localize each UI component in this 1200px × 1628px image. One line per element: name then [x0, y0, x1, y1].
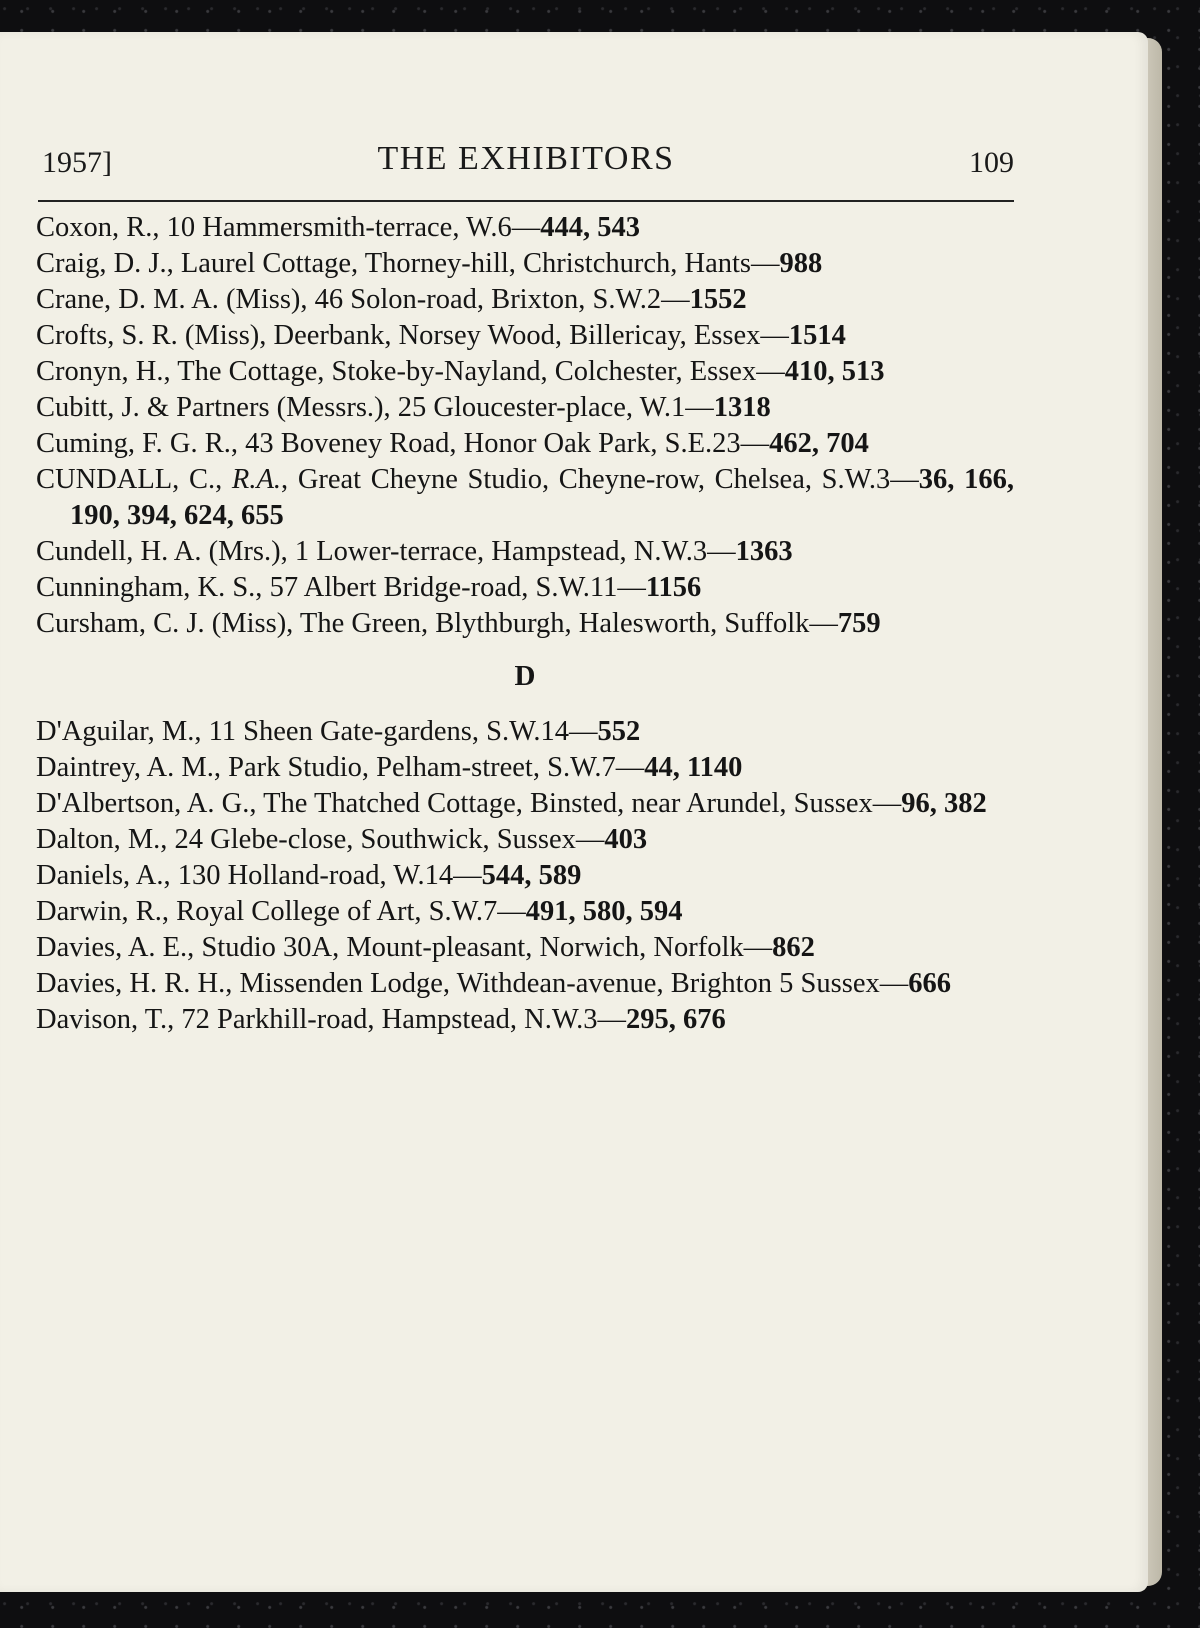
exhibitor-name: Coxon, R., — [36, 212, 167, 243]
exhibit-numbers: 759 — [837, 608, 881, 639]
exhibitor-entry — [36, 210, 1014, 246]
exhibitor-entry — [36, 966, 1014, 1002]
exhibitor-name: Cunningham, K. S., — [36, 572, 270, 603]
exhibitor-address: 10 Hammersmith-terrace, W.6— — [166, 212, 541, 243]
exhibitor-entry — [36, 822, 1014, 858]
exhibit-numbers: 410, 513 — [784, 356, 885, 387]
exhibitor-entry — [36, 570, 1014, 606]
exhibitor-address: 57 Albert Bridge-road, S.W.11— — [269, 572, 646, 603]
running-header — [38, 138, 1014, 188]
exhibitor-address: 24 Glebe-close, Southwick, Sussex— — [174, 824, 605, 855]
exhibitor-address: , Great Cheyne Studio, Cheyne-row, Chelsea, S.W.3— — [281, 464, 919, 495]
exhibitor-name: Davison, T., — [36, 1004, 182, 1035]
exhibit-numbers: 491, 580, 594 — [525, 896, 683, 927]
exhibitor-name: Cundell, H. A. (Mrs.), — [36, 536, 295, 567]
exhibit-numbers: 44, 1140 — [644, 752, 743, 783]
exhibit-numbers: 96, 382 — [901, 788, 987, 819]
exhibit-numbers: 1514 — [788, 320, 846, 351]
exhibitor-address: 130 Holland-road, W.14— — [177, 860, 482, 891]
exhibitor-name: Cronyn, H., — [36, 356, 178, 387]
exhibitor-honour: R.A. — [231, 464, 281, 495]
exhibitor-address: 72 Parkhill-road, Hampstead, N.W.3— — [181, 1004, 626, 1035]
exhibitor-name: Craig, D. J., — [36, 248, 181, 279]
exhibitor-address: 1 Lower-terrace, Hampstead, N.W.3— — [294, 536, 736, 567]
exhibitor-name: Cubitt, J. & Partners (Messrs.), — [36, 392, 398, 423]
exhibitor-address: Studio 30A, Mount-pleasant, Norwich, Norfolk— — [201, 932, 773, 963]
exhibit-numbers: 1363 — [735, 536, 793, 567]
exhibitor-entry — [36, 1002, 1014, 1038]
exhibitor-name: CUNDALL, C., — [36, 464, 232, 495]
exhibitor-entry — [36, 318, 1014, 354]
exhibitor-entry — [36, 750, 1014, 786]
exhibitor-address: The Cottage, Stoke-by-Nayland, Colchester, Essex— — [177, 356, 785, 387]
exhibit-numbers: 462, 704 — [769, 428, 869, 459]
header-page-number: 109 — [969, 146, 1014, 179]
exhibitor-entry — [36, 858, 1014, 894]
exhibitor-entry — [36, 354, 1014, 390]
exhibitor-address: 11 Sheen Gate-gardens, S.W.14— — [208, 716, 598, 747]
exhibitor-name: Cuming, F. G. R., — [36, 428, 246, 459]
exhibitor-name: D'Aguilar, M., — [36, 716, 209, 747]
exhibitor-entry — [36, 894, 1014, 930]
exhibitor-address: The Thatched Cottage, Binsted, near Arundel, Sussex— — [263, 788, 902, 819]
exhibit-numbers: 862 — [772, 932, 815, 963]
exhibitor-address: Deerbank, Norsey Wood, Billericay, Essex— — [273, 320, 789, 351]
header-title: THE EXHIBITORS — [377, 140, 675, 177]
header-rule — [38, 200, 1014, 202]
exhibitor-address: Royal College of Art, S.W.7— — [176, 896, 526, 927]
exhibitor-address: 43 Boveney Road, Honor Oak Park, S.E.23— — [245, 428, 770, 459]
exhibitor-entry — [36, 426, 1014, 462]
header-year: 1957] — [42, 146, 112, 179]
section-heading-d: D — [514, 660, 536, 692]
exhibit-numbers: 1318 — [713, 392, 771, 423]
exhibitor-name: Darwin, R., — [36, 896, 177, 927]
exhibitor-name: Daniels, A., — [36, 860, 178, 891]
exhibitor-name: Davies, A. E., — [36, 932, 202, 963]
exhibitor-entry — [36, 930, 1014, 966]
exhibitor-name: D'Albertson, A. G., — [36, 788, 264, 819]
exhibitor-name: Crofts, S. R. (Miss), — [36, 320, 274, 351]
exhibitor-entry — [36, 714, 1014, 750]
exhibitor-address: Park Studio, Pelham-street, S.W.7— — [228, 752, 645, 783]
exhibit-numbers: 988 — [779, 248, 823, 279]
exhibitor-name: Davies, H. R. H., — [36, 968, 240, 999]
exhibit-numbers: 544, 589 — [481, 860, 582, 891]
exhibitor-address: Laurel Cottage, Thorney-hill, Christchurch, Hants— — [180, 248, 780, 279]
exhibit-numbers: 36, 166, 190, 394, 624, 655 — [70, 464, 1014, 531]
exhibitor-list — [36, 210, 1014, 1038]
exhibitor-entry — [36, 786, 1014, 822]
exhibitor-entry — [36, 462, 1014, 534]
exhibitor-name: Cursham, C. J. (Miss), — [36, 608, 300, 639]
exhibit-numbers: 1552 — [689, 284, 747, 315]
exhibitor-name: Daintrey, A. M., — [36, 752, 229, 783]
exhibit-numbers: 444, 543 — [540, 212, 640, 243]
exhibitor-entry — [36, 534, 1014, 570]
exhibitor-address: 25 Gloucester-place, W.1— — [397, 392, 714, 423]
exhibitor-entry — [36, 390, 1014, 426]
exhibitor-entry — [36, 282, 1014, 318]
exhibitor-name: Crane, D. M. A. (Miss), — [36, 284, 315, 315]
exhibitor-name: Dalton, M., — [36, 824, 175, 855]
exhibit-numbers: 403 — [604, 824, 648, 855]
exhibitor-address: Missenden Lodge, Withdean-avenue, Brighton 5 Sussex— — [239, 968, 909, 999]
exhibit-numbers: 295, 676 — [625, 1004, 726, 1035]
exhibit-numbers: 666 — [908, 968, 951, 999]
exhibitor-address: 46 Solon-road, Brixton, S.W.2— — [314, 284, 690, 315]
exhibit-numbers: 552 — [597, 716, 641, 747]
exhibit-numbers: 1156 — [645, 572, 702, 603]
exhibitor-entry — [36, 246, 1014, 282]
exhibitor-address: The Green, Blythburgh, Halesworth, Suffolk— — [299, 608, 838, 639]
exhibitor-entry — [36, 606, 1014, 642]
